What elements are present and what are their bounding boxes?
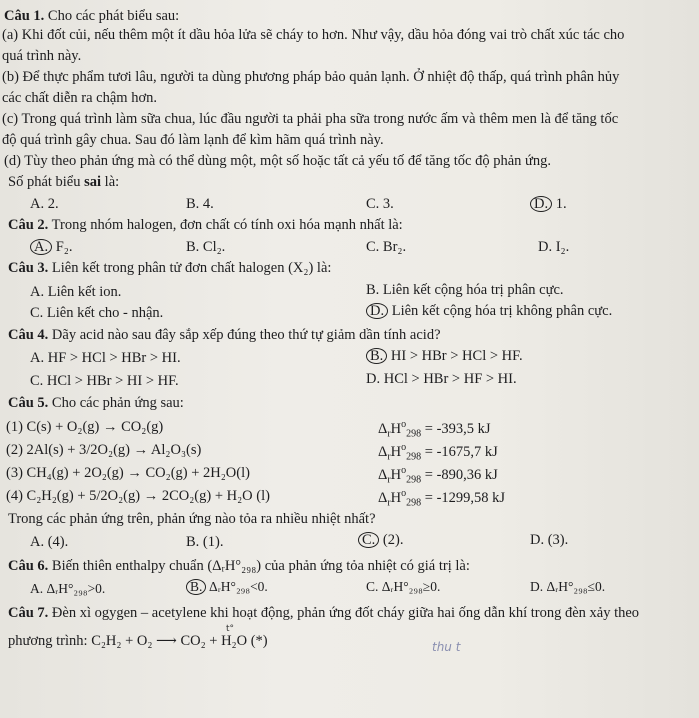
q5-option-b[interactable]: B. (1).: [186, 534, 224, 550]
q1-statement-b-cont: các chất diễn ra chậm hơn.: [2, 90, 158, 106]
q5-title: Câu 5.: [8, 395, 49, 411]
q1-ask-emphasis: sai: [84, 174, 102, 190]
q4-option-d[interactable]: D. HCl > HBr > HF > HI.: [366, 371, 517, 387]
q5-reaction-1: (1) C(s) + O₂(g) → CO₂(g): [6, 419, 164, 435]
answer-circle-mark: C.: [358, 532, 379, 548]
q5-enthalpy-4-value: -1299,58 kJ: [436, 489, 506, 506]
q2-option-b[interactable]: B. Cl₂.: [186, 239, 226, 255]
q6-option-b[interactable]: [186, 578, 268, 596]
q2-heading: [8, 216, 403, 234]
q1-option-d[interactable]: [530, 195, 567, 213]
q3-option-d[interactable]: [366, 302, 612, 320]
q4-heading: [8, 326, 441, 344]
q6-option-c[interactable]: C. ΔᵣH°₂₉₈≥0.: [366, 579, 441, 594]
q1-statement-b: (b) Để thực phẩm tươi lâu, người ta dùng phương pháp bảo quản lạnh. Ở nhiệt độ thấp, quá trình phân hủy: [2, 69, 620, 85]
q6-option-b-text: ΔᵣH°₂₉₈<0.: [206, 579, 268, 594]
q1-option-d-text: 1.: [552, 196, 567, 212]
q3-title: Câu 3.: [8, 260, 49, 276]
answer-circle-mark: D.: [530, 196, 552, 212]
q5-reaction-4: (4) C₂H₂(g) + 5/2O₂(g) → 2CO₂(g) + H₂O (l): [6, 488, 270, 504]
answer-circle-mark: D.: [366, 303, 388, 319]
q3-option-b[interactable]: B. Liên kết cộng hóa trị phân cực.: [366, 282, 564, 298]
q3-heading: [8, 259, 331, 277]
q1-option-b[interactable]: B. 4.: [186, 196, 214, 212]
q7-text: Đèn xì ogygen – acetylene khi hoạt động, phản ứng đốt cháy giữa hai ống dẫn khí trong đèn xảy theo: [48, 605, 640, 621]
q6-option-a[interactable]: A. ΔᵣH°₂₉₈>0.: [30, 581, 106, 596]
delta-symbol: Δ: [378, 466, 388, 483]
q5-enthalpy-2-value: -1675,7 kJ: [436, 443, 498, 460]
q5-enthalpy-1-value: -393,5 kJ: [436, 420, 491, 437]
handwritten-note: thu t: [432, 640, 461, 654]
q7-equation-lead: phương trình:: [8, 633, 92, 649]
delta-symbol: Δ: [378, 489, 388, 506]
q5-enthalpy-2: $\Delta_rH^o_{298} = -1675,7$ kJ: [378, 442, 498, 463]
q4-option-a[interactable]: A. HF > HCl > HBr > HI.: [30, 350, 181, 366]
q4-title: Câu 4.: [8, 327, 49, 343]
q7-equation-formula: C₂H₂ + O₂ ⟶ CO₂ + H₂O (*): [91, 633, 268, 649]
q4-text: Dãy acid nào sau đây sắp xếp đúng theo thứ tự giảm dần tính acid?: [48, 327, 441, 343]
q2-option-d[interactable]: D. I₂.: [538, 239, 570, 255]
q1-option-a[interactable]: A. 2.: [30, 196, 59, 212]
q3-option-c[interactable]: C. Liên kết cho - nhận.: [30, 305, 164, 321]
q6-option-d[interactable]: D. ΔᵣH°₂₉₈≤0.: [530, 579, 606, 594]
q6-title: Câu 6.: [8, 558, 49, 574]
q2-option-c[interactable]: C. Br₂.: [366, 239, 407, 255]
q6-heading: [8, 557, 470, 575]
q5-question: Trong các phản ứng trên, phản ứng nào tỏa ra nhiều nhiệt nhất?: [8, 511, 376, 527]
q7-equation: [8, 632, 268, 650]
q5-text: Cho các phản ứng sau:: [48, 395, 184, 411]
answer-circle-mark: A.: [30, 239, 52, 255]
q1-question: [8, 173, 119, 191]
q5-option-c-text: (2).: [379, 532, 404, 548]
q2-option-a-text: F₂.: [52, 239, 73, 255]
q7-heading: [8, 604, 639, 622]
q4-option-b[interactable]: [366, 347, 523, 365]
q2-text: Trong nhóm halogen, đơn chất có tính oxi hóa mạnh nhất là:: [48, 217, 403, 233]
q2-option-a[interactable]: [30, 238, 72, 256]
q1-ask-end: là:: [101, 174, 120, 190]
q5-heading: [8, 394, 184, 412]
delta-symbol: Δ: [378, 420, 388, 437]
q3-option-a[interactable]: A. Liên kết ion.: [30, 284, 122, 300]
q2-title: Câu 2.: [8, 217, 49, 233]
q3-option-d-text: Liên kết cộng hóa trị không phân cực.: [388, 303, 613, 319]
q5-enthalpy-3: $\Delta_rH^o_{298} = -890,36$ kJ: [378, 465, 498, 486]
q5-enthalpy-4: $\Delta_rH^o_{298} = -1299,58$ kJ: [378, 488, 506, 509]
answer-circle-mark: B.: [366, 348, 387, 364]
q3-text: Liên kết trong phân tử đơn chất halogen (X₂) là:: [48, 260, 332, 276]
arrow-condition-label: t°: [226, 624, 235, 634]
q1-statement-c-cont: độ quá trình gây chua. Sau đó làm lạnh để kìm hãm quá trình này.: [2, 132, 384, 148]
q5-reaction-3: (3) CH₄(g) + 2O₂(g) → CO₂(g) + 2H₂O(l): [6, 465, 250, 481]
q1-heading: [4, 7, 179, 25]
answer-circle-mark: B.: [186, 579, 206, 595]
q4-option-b-text: HI > HBr > HCl > HF.: [387, 348, 523, 364]
q5-reaction-2: (2) 2Al(s) + 3/2O₂(g) → Al₂O₃(s): [6, 442, 202, 458]
q1-ask: Số phát biểu: [8, 174, 85, 190]
q1-statement-a-cont: quá trình này.: [2, 48, 82, 64]
q7-title: Câu 7.: [8, 605, 49, 621]
q1-title: Câu 1.: [4, 8, 45, 24]
q5-option-c[interactable]: [358, 531, 403, 549]
q4-option-c[interactable]: C. HCl > HBr > HI > HF.: [30, 373, 179, 389]
q1-statement-d: (d) Tùy theo phản ứng mà có thể dùng một, một số hoặc tất cả yếu tố để tăng tốc độ phản ứng.: [4, 153, 551, 169]
q1-intro: Cho các phát biểu sau:: [44, 8, 180, 24]
q5-option-d[interactable]: D. (3).: [530, 532, 569, 548]
q5-enthalpy-1: $\Delta_rH^o_{298} = -393,5$ kJ: [378, 419, 491, 440]
q1-option-c[interactable]: C. 3.: [366, 196, 394, 212]
q5-enthalpy-3-value: -890,36 kJ: [436, 466, 498, 483]
q6-text: Biến thiên enthalpy chuẩn (ΔᵣH°₂₉₈) của phản ứng tỏa nhiệt có giá trị là:: [48, 558, 470, 574]
q5-option-a[interactable]: A. (4).: [30, 534, 69, 550]
q1-statement-a: (a) Khi đốt củi, nếu thêm một ít dầu hỏa lửa sẽ cháy to hơn. Như vậy, dầu hỏa đóng vai trò chất xúc tác cho: [2, 27, 625, 43]
delta-symbol: Δ: [378, 443, 388, 460]
q1-statement-c: (c) Trong quá trình làm sữa chua, lúc đầu người ta phải pha sữa trong nước ấm và thêm men là để tăng tốc: [2, 111, 619, 127]
